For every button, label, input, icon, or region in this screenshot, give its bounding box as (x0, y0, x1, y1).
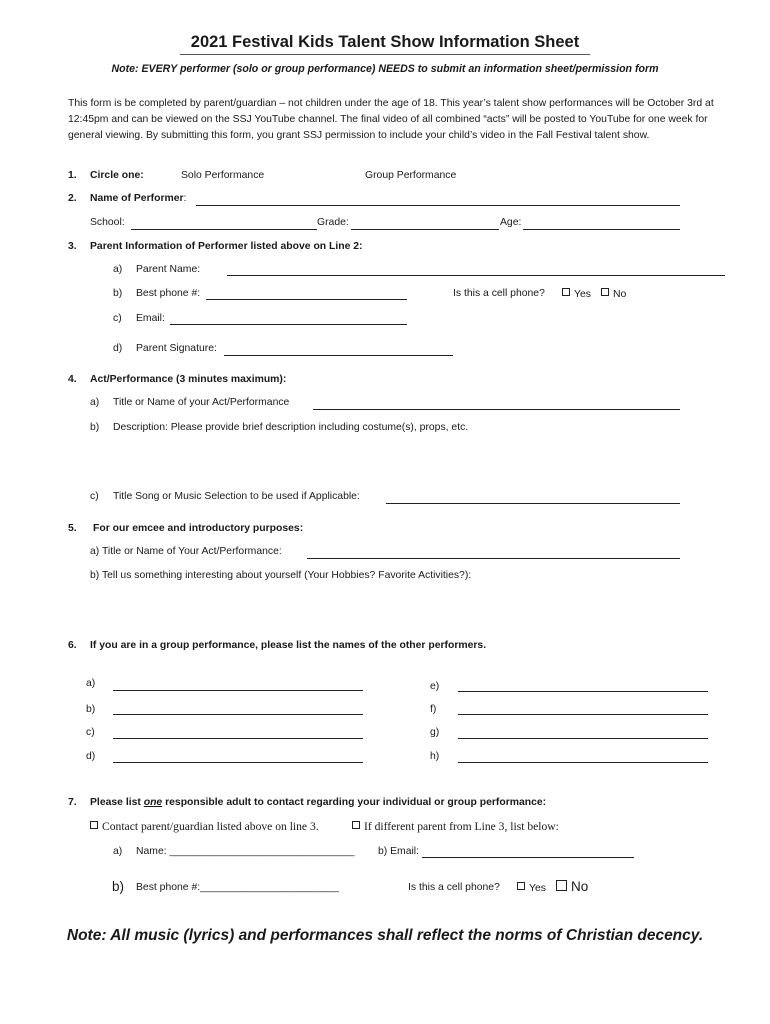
parent-name-marker: a) (113, 264, 123, 275)
checkbox-icon (90, 821, 98, 829)
about-yourself-label: b) Tell us something interesting about yourself (Your Hobbies? Favorite Activities?): (90, 570, 472, 581)
intro-paragraph: This form is be completed by parent/guardian – not children under the age of 18. This year’s talent show performances will be October 3rd at 12:45pm and can be viewed on the SSJ YouTube channel. The final video of all combined “acts” will be posted to YouTube for one week for general viewing. By submitting this form, you grant SSJ permission to include your child’s video in the Fall Festival talent show. (68, 98, 714, 142)
contact-email-field[interactable] (422, 857, 634, 858)
group-member-field[interactable] (113, 762, 363, 763)
submission-note: Note: EVERY performer (solo or group performance) NEEDS to submit an information sheet/permission form (111, 63, 659, 75)
best-phone-label: Best phone #: (136, 288, 201, 299)
group-member-field[interactable] (458, 714, 708, 715)
section-7-post: responsible adult to contact regarding your individual or group performance: (162, 797, 547, 808)
section-4-number: 4. (68, 374, 77, 385)
parent-name-field[interactable] (227, 275, 725, 276)
group-member-marker: f) (430, 704, 437, 715)
section-4-label: Act/Performance (3 minutes maximum): (90, 374, 287, 385)
checkbox-icon (601, 288, 609, 296)
group-member-field[interactable] (113, 738, 363, 739)
performer-name-field[interactable] (196, 205, 680, 206)
act-title-marker: a) (90, 397, 100, 408)
checkbox-icon (556, 880, 567, 891)
cell-no-option[interactable] (601, 288, 626, 300)
group-member-marker: c) (86, 727, 95, 738)
song-field[interactable] (386, 503, 680, 504)
group-performance-option[interactable]: Group Performance (365, 170, 457, 181)
contact-email-label: b) Email: (378, 846, 419, 857)
school-field[interactable] (131, 229, 317, 230)
section-5-number: 5. (68, 523, 77, 534)
page-title: 2021 Festival Kids Talent Show Information Sheet (190, 33, 580, 51)
section-2-number: 2. (68, 193, 77, 204)
signature-field[interactable] (224, 355, 453, 356)
emcee-title-label: a) Title or Name of Your Act/Performance: (90, 546, 282, 557)
cell-no-label: No (613, 289, 627, 300)
section-7-label (90, 797, 546, 808)
contact-cell-no-label: No (571, 879, 589, 894)
section-7-number: 7. (68, 797, 77, 808)
section-3-label: Parent Information of Performer listed above on Line 2: (90, 241, 363, 252)
group-member-marker: a) (86, 678, 96, 689)
title-divider (180, 54, 590, 55)
group-member-marker: g) (430, 727, 440, 738)
group-member-field[interactable] (458, 738, 708, 739)
cell-yes-label: Yes (574, 289, 591, 300)
act-title-field[interactable] (313, 409, 680, 410)
cell-phone-question: Is this a cell phone? (453, 288, 545, 299)
performer-name-colon: : (183, 193, 187, 204)
signature-marker: d) (113, 343, 123, 354)
checkbox-icon (562, 288, 570, 296)
contact-phone-marker: b) (112, 879, 125, 894)
section-7-pre: Please list (90, 797, 144, 808)
checkbox-icon (517, 882, 525, 890)
description-marker: b) (90, 422, 100, 433)
parent-name-label: Parent Name: (136, 264, 201, 275)
group-member-field[interactable] (113, 690, 363, 691)
contact-cell-question: Is this a cell phone? (408, 882, 500, 893)
decency-note: Note: All music (lyrics) and performances shall reflect the norms of Christian decency. (66, 927, 704, 944)
contact-cell-no-option[interactable] (556, 879, 588, 894)
checkbox-icon (352, 821, 360, 829)
school-label: School: (90, 217, 125, 228)
contact-name-marker: a) (113, 846, 123, 857)
signature-label: Parent Signature: (136, 343, 217, 354)
email-label: Email: (136, 313, 165, 324)
section-5-label: For our emcee and introductory purposes: (93, 523, 304, 534)
group-member-field[interactable] (458, 691, 708, 692)
contact-cell-yes-label: Yes (529, 883, 546, 894)
grade-label: Grade: (317, 217, 349, 228)
best-phone-marker: b) (113, 288, 123, 299)
group-member-marker: b) (86, 704, 96, 715)
email-marker: c) (113, 313, 122, 324)
act-title-label: Title or Name of your Act/Performance (113, 397, 290, 408)
song-label: Title Song or Music Selection to be used if Applicable: (113, 491, 360, 502)
different-parent-label: If different parent from Line 3, list below: (364, 820, 559, 833)
group-member-marker: d) (86, 751, 96, 762)
group-member-field[interactable] (458, 762, 708, 763)
section-6-number: 6. (68, 640, 77, 651)
group-member-marker: e) (430, 681, 440, 692)
group-member-marker: h) (430, 751, 440, 762)
group-member-field[interactable] (113, 714, 363, 715)
age-label: Age: (500, 217, 522, 228)
contact-parent-option[interactable] (90, 820, 319, 833)
contact-cell-yes-option[interactable] (517, 882, 546, 894)
contact-phone-field[interactable]: Best phone #:________________________ (136, 882, 339, 893)
email-field[interactable] (170, 324, 407, 325)
section-1-number: 1. (68, 170, 77, 181)
contact-name-field[interactable]: Name: ________________________________ (136, 846, 355, 857)
section-7-emphasis: one (143, 797, 163, 808)
best-phone-field[interactable] (206, 299, 407, 300)
section-3-number: 3. (68, 241, 77, 252)
emcee-title-field[interactable] (307, 558, 680, 559)
song-marker: c) (90, 491, 99, 502)
age-field[interactable] (523, 229, 680, 230)
cell-yes-option[interactable] (562, 288, 591, 300)
different-parent-option[interactable] (352, 820, 559, 833)
contact-parent-label: Contact parent/guardian listed above on line 3. (102, 820, 319, 833)
performer-name-label (90, 193, 186, 204)
grade-field[interactable] (351, 229, 499, 230)
solo-performance-option[interactable]: Solo Performance (181, 170, 265, 181)
performer-name-label-text: Name of Performer (90, 193, 184, 204)
section-1-label: Circle one: (90, 170, 144, 181)
description-label: Description: Please provide brief description including costume(s), props, etc. (113, 422, 469, 433)
section-6-label: If you are in a group performance, please list the names of the other performers. (90, 640, 487, 651)
